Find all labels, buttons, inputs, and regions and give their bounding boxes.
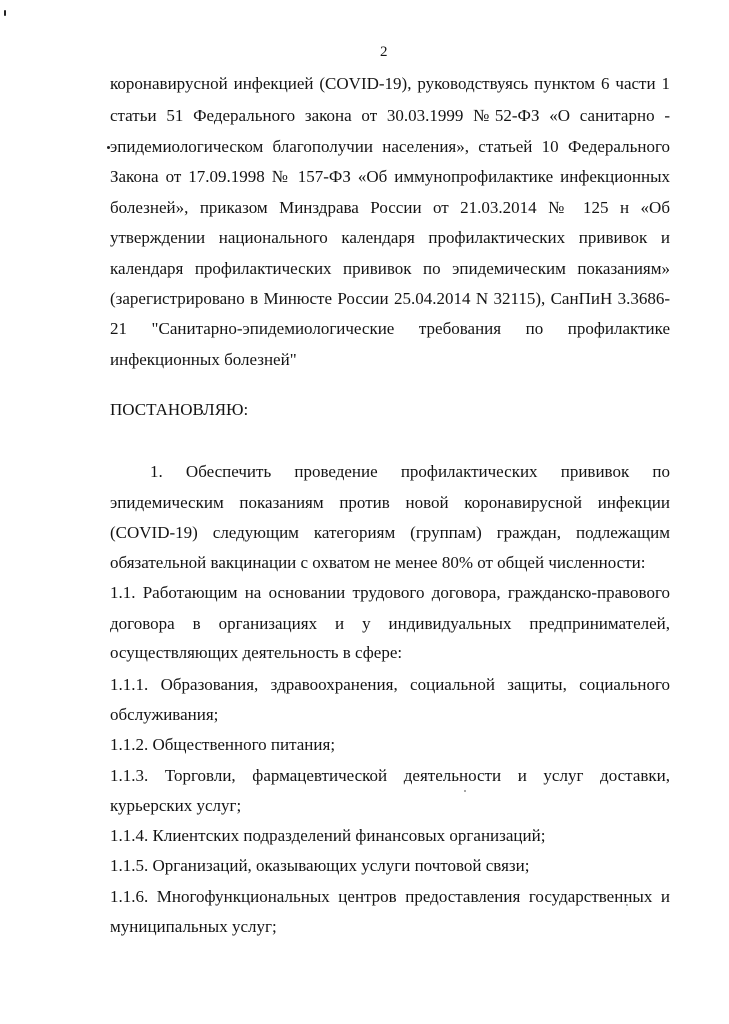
clause-1-1-line-2: договора в организациях и у индивидуальных предпринимателей, — [110, 614, 670, 633]
clause-1-1-6-line-1: 1.1.6. Многофункциональных центров предоставления государственных и — [110, 887, 670, 906]
clause-1-1-4-line-1: 1.1.4. Клиентских подразделений финансовых организаций; — [110, 826, 546, 845]
preamble-line-2: статьи 51 Федерального закона от 30.03.1999 №52-ФЗ «О санитарно - — [110, 106, 670, 125]
clause-1-line-1: 1. Обеспечить проведение профилактических прививок по — [150, 462, 670, 481]
page-number: 2 — [380, 44, 388, 60]
clause-1-1-1-line-2: обслуживания; — [110, 705, 219, 724]
preamble-line-3: эпидемиологическом благополучии населения», статьей 10 Федерального — [110, 137, 670, 156]
clause-1-1-line-3: осуществляющих деятельность в сфере: — [110, 643, 403, 662]
resolution-heading: ПОСТАНОВЛЯЮ: — [110, 400, 249, 419]
preamble-line-1: коронавирусной инфекцией (COVID-19), руководствуясь пунктом 6 части 1 — [110, 74, 670, 93]
preamble-line-7: календаря профилактических прививок по эпидемическим показаниям» — [110, 259, 670, 278]
preamble-line-4: Закона от 17.09.1998 № 157-ФЗ «Об иммунопрофилактике инфекционных — [110, 167, 670, 186]
clause-1-1-3-line-2: курьерских услуг; — [110, 796, 242, 815]
clause-1-1-2-line-1: 1.1.2. Общественного питания; — [110, 735, 336, 754]
scan-speck — [464, 790, 466, 792]
clause-1-1-line-1: 1.1. Работающим на основании трудового договора, гражданско-правового — [110, 583, 670, 602]
clause-1-line-3: (COVID-19) следующим категориям (группам) граждан, подлежащим — [110, 523, 670, 542]
preamble-line-5: болезней», приказом Минздрава России от 21.03.2014 № 125 н «Об — [110, 198, 670, 217]
scan-speck — [4, 10, 6, 16]
clause-1-1-6-line-2: муниципальных услуг; — [110, 917, 277, 936]
clause-1-1-5-line-1: 1.1.5. Организаций, оказывающих услуги почтовой связи; — [110, 856, 530, 875]
preamble-line-8: (зарегистрировано в Минюсте России 25.04.2014 N 32115), СанПиН 3.3686- — [110, 289, 670, 308]
clause-1-1-3-line-1: 1.1.3. Торговли, фармацевтической деятельности и услуг доставки, — [110, 766, 670, 785]
preamble-line-9: 21 "Санитарно-эпидемиологические требования по профилактике — [110, 319, 670, 338]
clause-1-line-2: эпидемическим показаниям против новой коронавирусной инфекции — [110, 493, 670, 512]
clause-1-1-1-line-1: 1.1.1. Образования, здравоохранения, социальной защиты, социального — [110, 675, 670, 694]
preamble-line-6: утверждении национального календаря профилактических прививок и — [110, 228, 670, 247]
preamble-line-10: инфекционных болезней" — [110, 350, 297, 369]
clause-1-line-4: обязательной вакцинации с охватом не менее 80% от общей численности: — [110, 553, 646, 572]
